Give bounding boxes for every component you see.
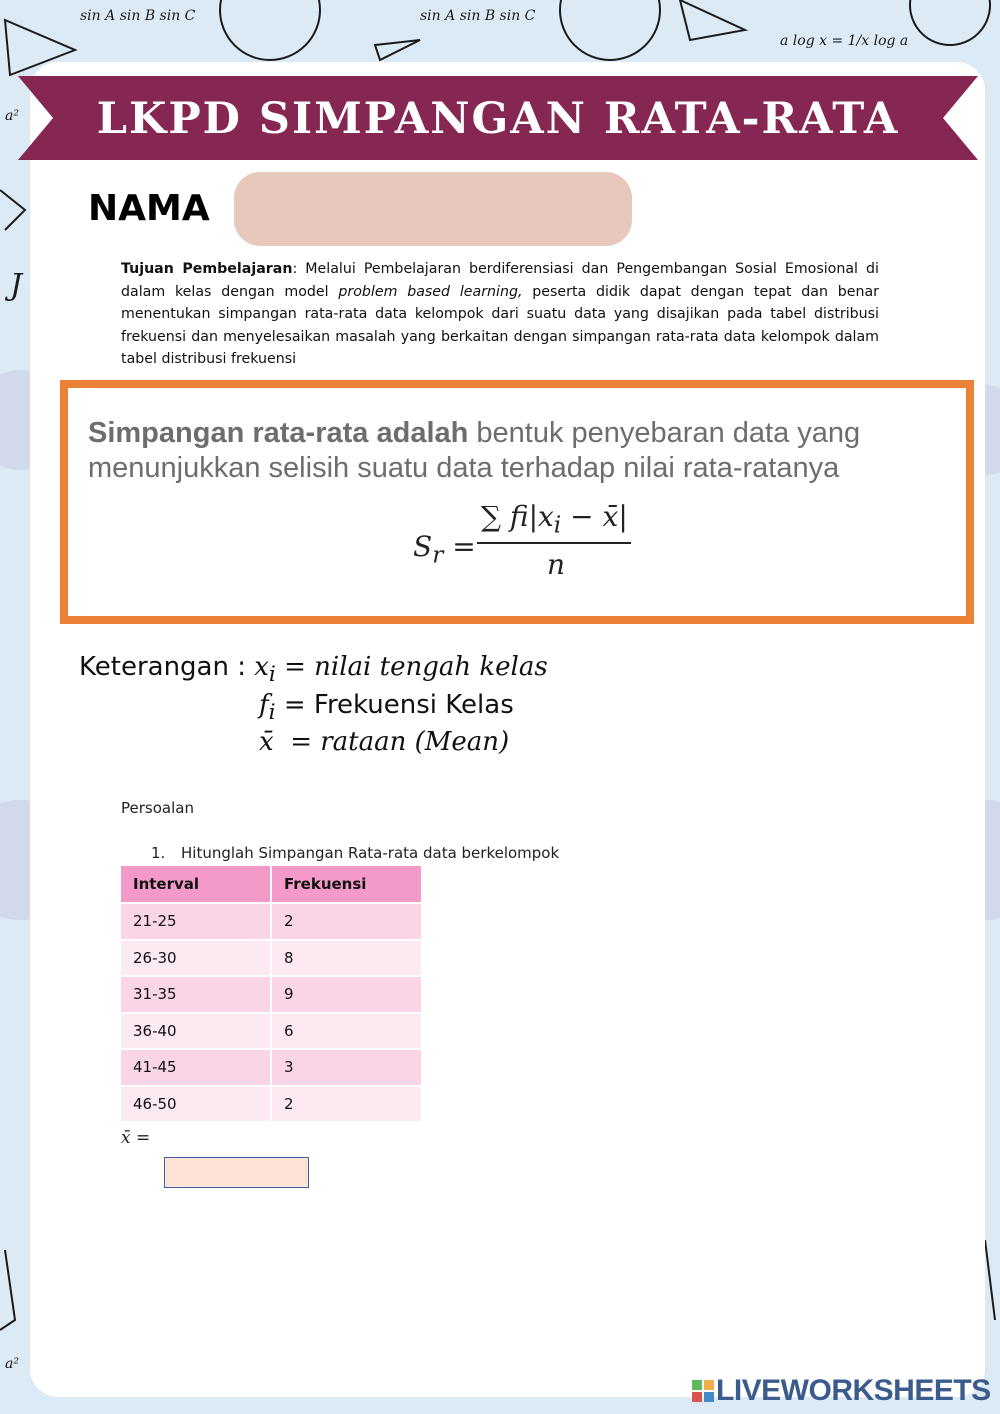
definition-box <box>60 380 974 624</box>
question-text: Hitunglah Simpangan Rata-rata data berkelompok <box>181 844 560 862</box>
liveworksheets-icon <box>692 1380 714 1402</box>
svg-text:a²: a² <box>5 1356 19 1372</box>
interval-cell: 26-30 <box>121 941 272 978</box>
formula-lhs: $S_r$ = <box>413 530 476 569</box>
svg-text:a log x = 1/x log a: a log x = 1/x log a <box>780 33 909 49</box>
legend-line-2: $f_i$ = Frekuensi Kelas <box>259 690 514 726</box>
column-header-frequency: Frekuensi <box>272 866 423 904</box>
question-number: 1. <box>151 844 166 862</box>
interval-cell: 36-40 <box>121 1014 272 1051</box>
svg-text:sin A sin B sin C: sin A sin B sin C <box>80 8 196 24</box>
formula-numerator: ∑ $fi|x_i$ − x̄| <box>481 500 628 539</box>
page-title: LKPD SIMPANGAN RATA-RATA <box>96 94 900 144</box>
table-row <box>121 977 423 1014</box>
learning-objective-text-1: : Melalui Pembelajaran berdiferensiasi dan Pengembangan Sosial Emosional di dalam kelas dengan model <box>121 261 879 300</box>
legend-symbol-xi: $x_i$ = nilai tengah kelas <box>254 652 548 688</box>
svg-text:J: J <box>10 268 23 303</box>
table-row <box>121 1050 423 1087</box>
fraction-bar <box>477 542 631 544</box>
column-header-interval: Interval <box>121 866 272 904</box>
mean-answer-input[interactable] <box>164 1157 309 1188</box>
legend-line-3: x̄ = rataan (Mean) <box>259 727 510 757</box>
table-row <box>121 904 423 941</box>
frequency-cell: 2 <box>272 904 423 941</box>
legend-line-1 <box>79 652 548 687</box>
brand-name: LIVEWORKSHEETS <box>716 1374 991 1407</box>
interval-cell: 31-35 <box>121 977 272 1014</box>
definition-text <box>88 416 948 486</box>
name-label: NAMA <box>88 188 210 229</box>
table-row <box>121 1087 423 1124</box>
frequency-cell: 6 <box>272 1014 423 1051</box>
header-banner <box>18 76 978 160</box>
learning-objective-model: problem based learning, <box>338 283 523 300</box>
frequency-cell: 8 <box>272 941 423 978</box>
definition-body: bentuk penyebaran data yang menunjukkan selisih suatu data terhadap nilai rata-ratanya <box>88 417 861 484</box>
learning-objective <box>121 258 879 371</box>
interval-cell: 46-50 <box>121 1087 272 1124</box>
interval-cell: 41-45 <box>121 1050 272 1087</box>
liveworksheets-logo[interactable] <box>692 1374 991 1408</box>
learning-objective-label: Tujuan Pembelajaran <box>121 261 293 277</box>
frequency-cell: 9 <box>272 977 423 1014</box>
frequency-table <box>121 866 423 1123</box>
definition-term: Simpangan rata-rata adalah <box>88 417 469 449</box>
formula-denominator: n <box>547 548 566 581</box>
name-input[interactable] <box>234 172 632 246</box>
legend-label: Keterangan : <box>79 652 255 682</box>
svg-text:sin A sin B sin C: sin A sin B sin C <box>420 8 536 24</box>
interval-cell: 21-25 <box>121 904 272 941</box>
learning-objective-text-2: peserta didik dapat dengan tepat dan benar menentukan simpangan rata-rata data kelompok dari suatu data yang disajikan pada tabel distribusi frekuensi dan menyelesaikan masalah yang berkaitan dengan simpangan rata-rata data kelompok dalam tabel distribusi frekuensi <box>121 283 879 367</box>
table-row <box>121 941 423 978</box>
problems-heading: Persoalan <box>121 799 194 817</box>
question-1 <box>151 844 559 862</box>
table-row <box>121 1014 423 1051</box>
mean-label: x̄ = <box>121 1128 151 1148</box>
frequency-cell: 3 <box>272 1050 423 1087</box>
frequency-cell: 2 <box>272 1087 423 1124</box>
table-header-row <box>121 866 423 904</box>
svg-text:a²: a² <box>5 108 19 124</box>
